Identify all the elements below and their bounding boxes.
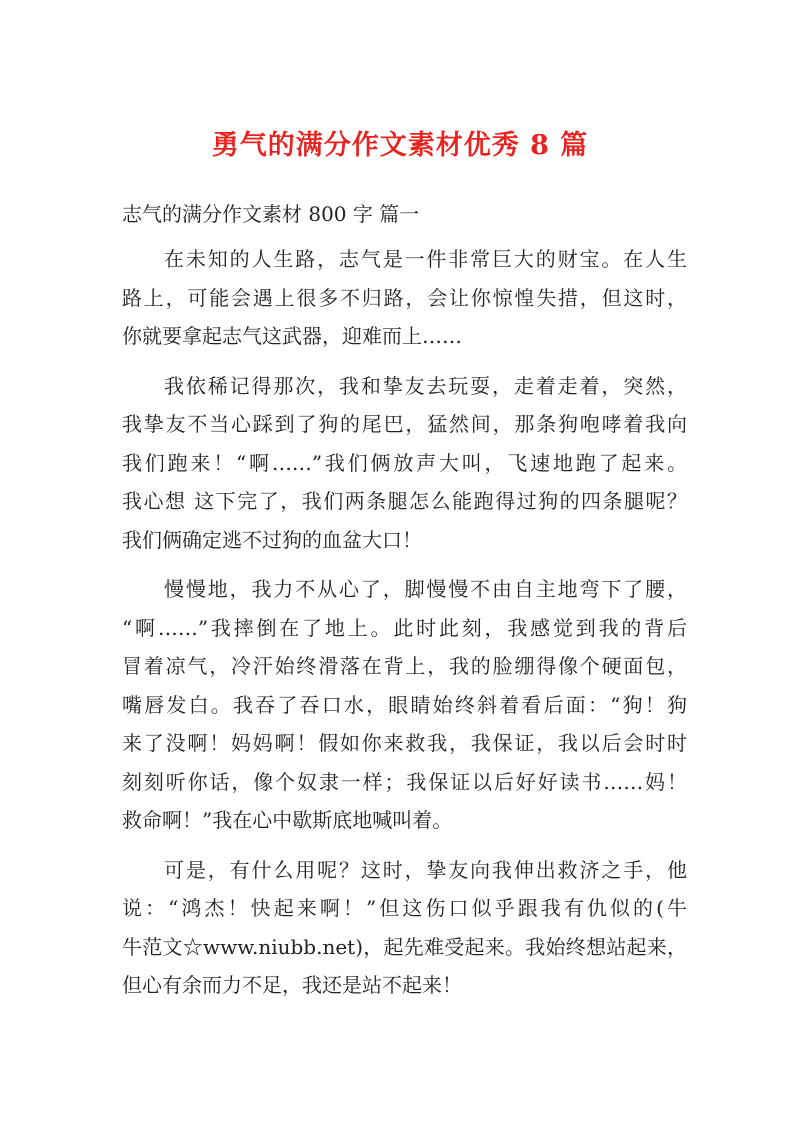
text-line: 我们跑来！“啊……”我们俩放声大叫，飞速地跑了起来。: [122, 450, 687, 475]
text-line: 但心有余而力不足，我还是站不起来！: [122, 973, 462, 997]
paragraph: [122, 570, 687, 840]
text-line: 我们俩确定逃不过狗的血盆大口！: [122, 527, 422, 552]
text-line: 我依稀记得那次，我和挚友去玩耍，走着走着，突然，: [164, 373, 687, 398]
paragraph: [122, 367, 687, 560]
text-line: 嘴唇发白。我吞了吞口水，眼睛始终斜着看后面：“狗！狗: [122, 692, 687, 717]
text-line: 救命啊！”我在心中歇斯底地喊叫着。: [122, 808, 453, 832]
text-line: “啊……”我摔倒在了地上。此时此刻，我感觉到我的背后: [122, 615, 687, 640]
paragraph: [122, 851, 687, 1005]
text-line: 你就要拿起志气这武器，迎难而上……: [122, 324, 462, 348]
document-body: [122, 240, 687, 1016]
text-line: 冒着凉气，冷汗始终滑落在背上，我的脸绷得像个硬面包，: [122, 654, 687, 678]
text-line: 说：“鸿杰！快起来啊！”但这伤口似乎跟我有仇似的(牛: [122, 896, 687, 920]
paragraph: [122, 240, 687, 356]
text-line: 慢慢地，我力不从心了，脚慢慢不由自主地弯下了腰，: [164, 577, 687, 601]
text-line: 我心想 这下完了，我们两条腿怎么能跑得过狗的四条腿呢？: [122, 489, 687, 513]
text-line: 路上，可能会遇上很多不归路，会让你惊惶失措，但这时，: [122, 285, 687, 310]
text-line: 刻刻听你话，像个奴隶一样；我保证以后好好读书……妈！: [122, 769, 687, 794]
document-title: 勇气的满分作文素材优秀 8 篇: [211, 130, 589, 161]
section-heading: 志气的满分作文素材 800 字 篇一: [122, 202, 420, 226]
text-line: 来了没啊！妈妈啊！假如你来救我，我保证，我以后会时时: [122, 731, 687, 755]
text-line: 可是，有什么用呢？这时，挚友向我伸出救济之手，他: [164, 857, 687, 882]
text-line: 我挚友不当心踩到了狗的尾巴，猛然间，那条狗咆哮着我向: [122, 412, 687, 436]
text-line: 牛范文☆www.niubb.net)，起先难受起来。我始终想站起来，: [122, 934, 687, 959]
text-line: 在未知的人生路，志气是一件非常巨大的财宝。在人生: [164, 247, 687, 271]
